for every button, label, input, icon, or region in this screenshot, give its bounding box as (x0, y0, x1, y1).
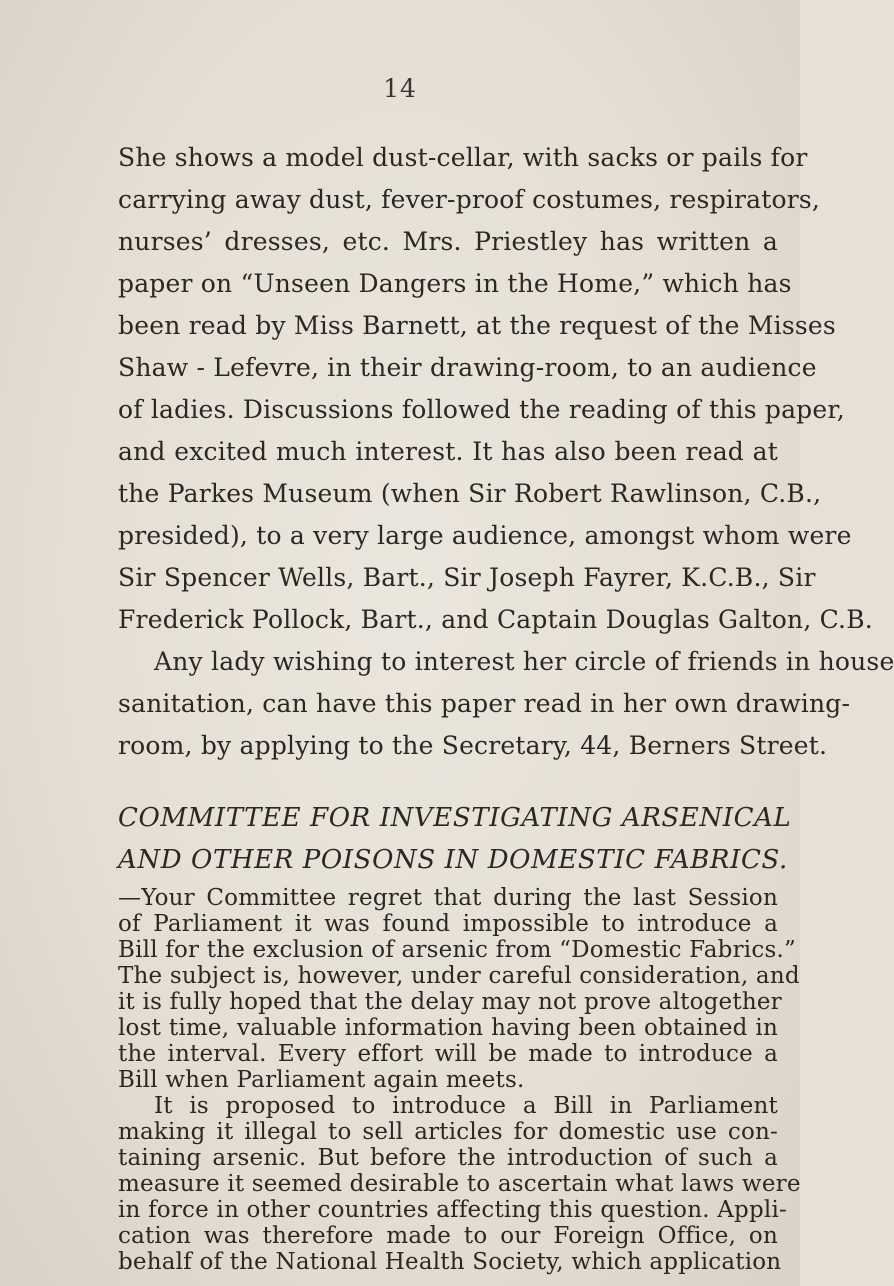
text-line: paper on “Unseen Dangers in the Home,” which has (118, 269, 792, 298)
text-line: the interval. Every effort will be made to introduce a (118, 1041, 778, 1067)
text-line: of ladies. Discussions followed the reading of this paper, (118, 395, 845, 424)
text-line: cation was therefore made to our Foreign Office, on (118, 1223, 778, 1249)
page-number: 14 (383, 74, 417, 103)
text-line: of Parliament it was found impossible to introduce a (118, 911, 778, 937)
text-line: lost time, valuable information having been obtained in (118, 1015, 778, 1041)
text-line: behalf of the National Health Society, which application (118, 1249, 782, 1275)
text-line: —Your Committee regret that during the last Session (118, 885, 778, 911)
text-line: and excited much interest. It has also been read at (118, 437, 778, 466)
text-line: Shaw - Lefevre, in their drawing-room, to an audience (118, 353, 817, 382)
text-line: Frederick Pollock, Bart., and Captain Douglas Galton, C.B. (118, 605, 873, 634)
text-line: in force in other countries affecting this question. Appli- (118, 1197, 787, 1223)
text-line: been read by Miss Barnett, at the request of the Misses (118, 311, 836, 340)
text-line: measure it seemed desirable to ascertain what laws were (118, 1171, 801, 1197)
text-line: making it illegal to sell articles for domestic use con- (118, 1119, 778, 1145)
text-line: the Parkes Museum (when Sir Robert Rawlinson, C.B., (118, 479, 822, 508)
section-heading: COMMITTEE FOR INVESTIGATING ARSENICAL (118, 803, 792, 833)
text-line: Any lady wishing to interest her circle of friends in house (154, 647, 894, 676)
text-line: it is fully hoped that the delay may not prove altogether (118, 989, 782, 1015)
text-line: taining arsenic. But before the introduction of such a (118, 1145, 778, 1171)
text-line: Bill for the exclusion of arsenic from “Domestic Fabrics.” (118, 937, 796, 963)
text-line: Sir Spencer Wells, Bart., Sir Joseph Fayrer, K.C.B., Sir (118, 563, 816, 592)
text-line: The subject is, however, under careful consideration, and (118, 963, 800, 989)
text-line: sanitation, can have this paper read in her own drawing- (118, 689, 851, 718)
text-line: Bill when Parliament again meets. (118, 1067, 525, 1093)
text-line: presided), to a very large audience, amongst whom were (118, 521, 852, 550)
section-heading: AND OTHER POISONS IN DOMESTIC FABRICS. (118, 845, 788, 875)
text-line: It is proposed to introduce a Bill in Parliament (154, 1093, 778, 1119)
text-line: nurses’ dresses, etc. Mrs. Priestley has written a (118, 227, 778, 256)
text-line: room, by applying to the Secretary, 44, Berners Street. (118, 731, 828, 760)
text-line: She shows a model dust-cellar, with sacks or pails for (118, 143, 808, 172)
text-line: carrying away dust, fever-proof costumes, respirators, (118, 185, 821, 214)
